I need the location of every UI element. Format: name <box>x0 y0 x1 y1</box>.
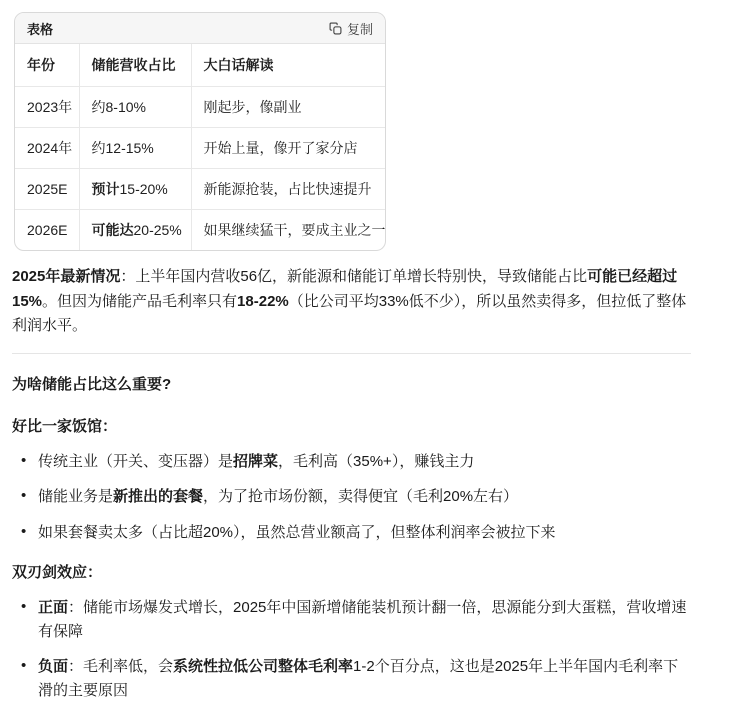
list-item-text: 如果套餐卖太多（占比超20%），虽然总营业额高了，但整体利润率会被拉下来 <box>38 523 556 541</box>
year-cell: 2025E <box>15 169 79 210</box>
note-cell: 开始上量，像开了家分店 <box>191 128 385 169</box>
bullet-icon: • <box>21 451 27 469</box>
table-row <box>15 169 385 210</box>
col-header-ratio: 储能营收占比 <box>79 44 191 87</box>
table-row <box>15 87 385 128</box>
year-cell: 2026E <box>15 210 79 251</box>
list-item <box>12 521 691 545</box>
list-item <box>12 485 691 509</box>
bullet-icon: • <box>21 598 27 615</box>
ratio-cell: 约12-15% <box>79 128 191 169</box>
table-title: 表格 <box>27 21 54 37</box>
year-cell: 2023年 <box>15 87 79 128</box>
table-header-row <box>15 44 385 87</box>
list-item <box>12 655 691 702</box>
list-item <box>12 596 691 643</box>
table-row <box>15 210 385 251</box>
col-header-interpretation: 大白话解读 <box>191 44 385 87</box>
table-row <box>15 128 385 169</box>
section-divider <box>12 353 691 354</box>
table-card <box>14 12 386 251</box>
copy-icon <box>329 22 342 35</box>
restaurant-analogy-list <box>12 450 691 545</box>
ratio-cell: 可能达20-25% <box>79 210 191 251</box>
note-cell: 如果继续猛干，要成主业之一 <box>191 210 385 251</box>
double-edged-list <box>12 596 691 702</box>
list-item-text: 储能业务是新推出的套餐，为了抢市场份额，卖得便宜（毛利20%左右） <box>38 488 519 505</box>
copy-button-label: 复制 <box>346 21 373 37</box>
list-item-text: 负面：毛利率低，会系统性拉低公司整体毛利率1-2个百分点，这也是2025年上半年国内毛利率下滑的主要原因 <box>38 658 679 699</box>
year-cell: 2024年 <box>15 128 79 169</box>
note-cell: 刚起步，像副业 <box>191 87 385 128</box>
ratio-cell: 预计15-20% <box>79 169 191 210</box>
bullet-icon: • <box>21 487 27 504</box>
col-header-year: 年份 <box>27 57 55 73</box>
summary-paragraph: 2025年最新情况：上半年国内营收56亿，新能源和储能订单增长特别快，导致储能占比可能已经超过15%。但因为储能产品毛利率只有18-22%（比公司平均33%低不少），所以虽然卖得多，但拉低了整体利润水平。 <box>12 268 687 334</box>
section-heading-importance: 为啥储能占比这么重要? <box>12 375 172 393</box>
list-item-text: 传统主业（开关、变压器）是招牌菜，毛利高（35%+），赚钱主力 <box>38 452 475 470</box>
list-item <box>12 450 691 474</box>
section-heading-restaurant: 好比一家饭馆： <box>12 417 118 435</box>
bullet-icon: • <box>21 657 27 674</box>
bullet-icon: • <box>21 522 27 540</box>
ratio-cell: 约8-10% <box>79 87 191 128</box>
data-table <box>15 44 385 250</box>
table-card-header <box>15 13 385 44</box>
section-heading-double-edged: 双刃剑效应： <box>12 564 103 581</box>
list-item-text: 正面：储能市场爆发式增长，2025年中国新增储能装机预计翻一倍，思源能分到大蛋糕，营收增速有保障 <box>38 599 687 640</box>
copy-button[interactable] <box>329 19 373 38</box>
note-cell: 新能源抢装，占比快速提升 <box>191 169 385 210</box>
